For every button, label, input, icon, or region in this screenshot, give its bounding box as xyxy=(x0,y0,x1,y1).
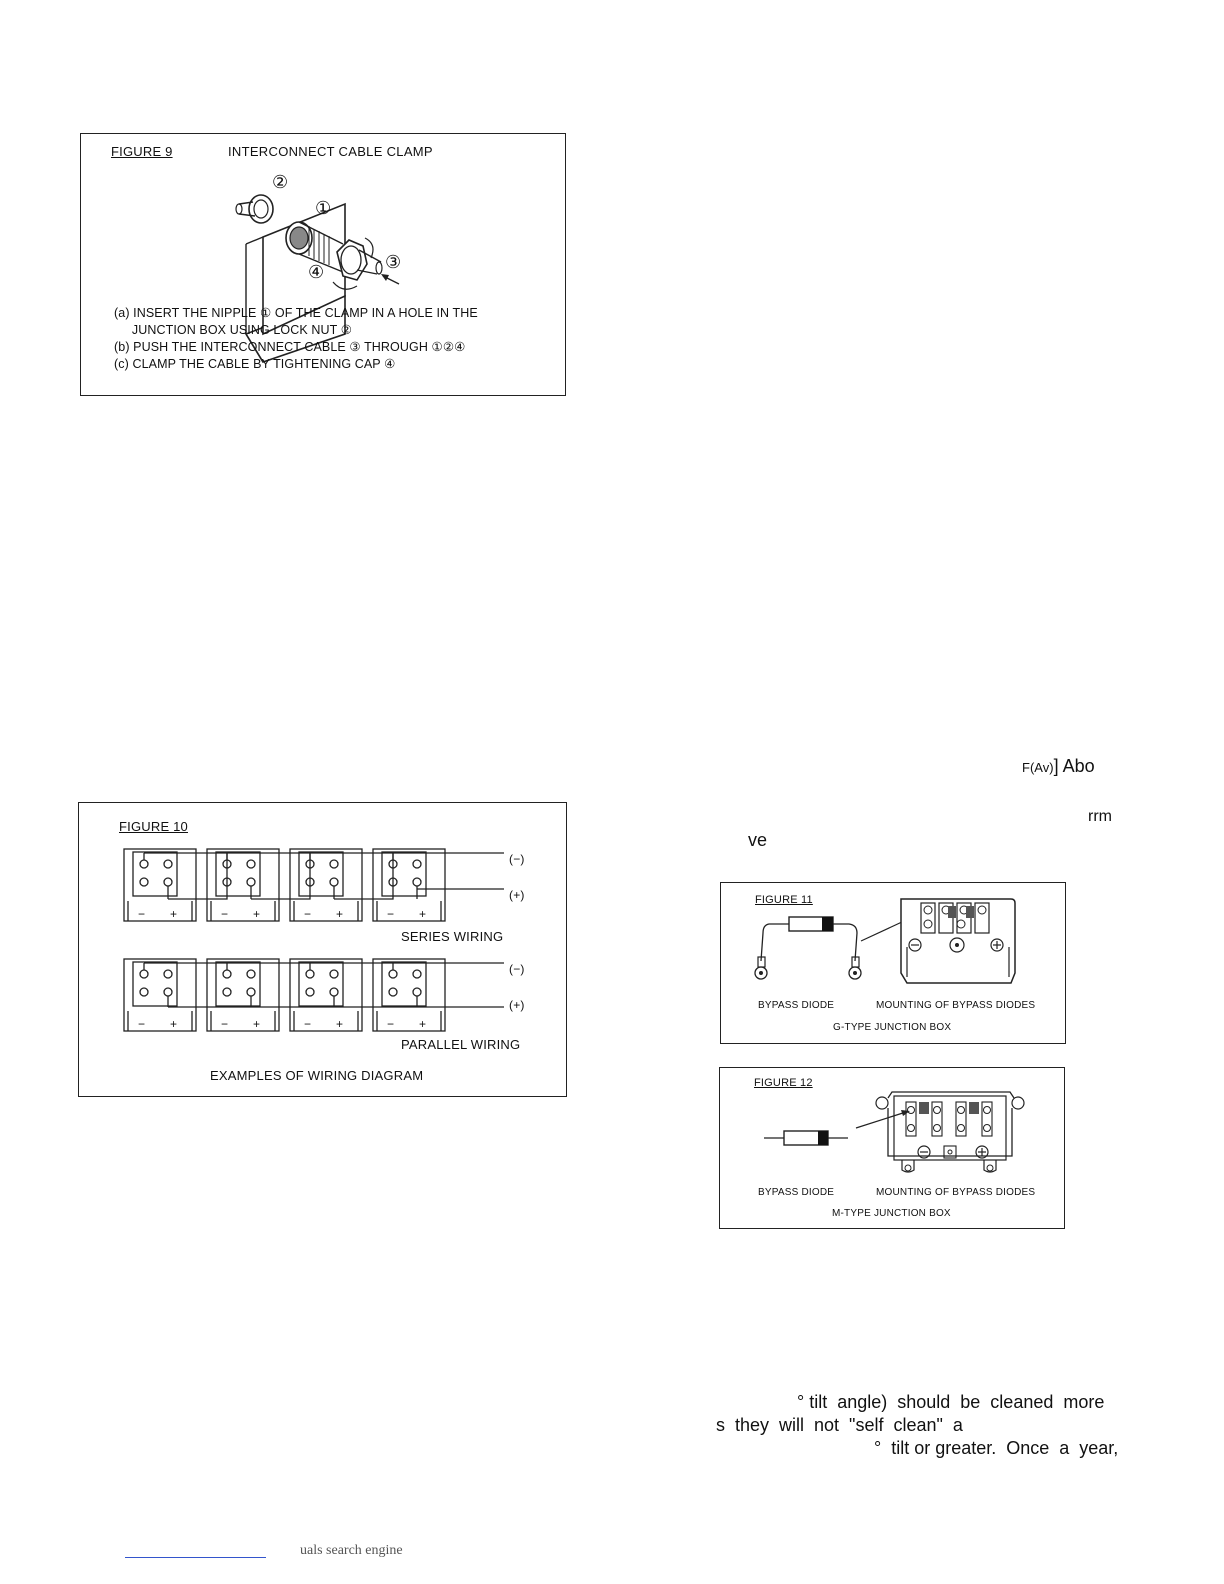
figure-12-mounting-caption: MOUNTING OF BYPASS DIODES xyxy=(876,1187,1036,1198)
fragment-f-av-rest: ] Abo xyxy=(1053,756,1095,776)
parallel-terminal-hole xyxy=(413,988,421,996)
callout-4: ④ xyxy=(308,262,325,282)
figure-12-diode-caption: BYPASS DIODE xyxy=(758,1187,835,1198)
fragment-rrm: rrm xyxy=(1088,808,1112,825)
parallel-terminal-hole xyxy=(247,988,255,996)
series-terminal-hole xyxy=(164,878,172,886)
parallel-neg-terminal: (−) xyxy=(509,962,525,976)
series-plus-sign: + xyxy=(253,907,261,921)
parallel-terminal-hole xyxy=(330,988,338,996)
series-module-box xyxy=(216,852,260,896)
fragment-f-av xyxy=(1012,735,1095,777)
parallel-terminal-hole xyxy=(306,970,314,978)
parallel-minus-sign: − xyxy=(304,1017,312,1031)
parallel-terminal-hole xyxy=(140,988,148,996)
series-wiring-label: SERIES WIRING xyxy=(401,929,504,944)
fragment-f-av-small: F(Av) xyxy=(1022,760,1054,775)
series-minus-sign: − xyxy=(304,907,312,921)
parallel-terminal-hole xyxy=(140,970,148,978)
series-module-box xyxy=(133,852,177,896)
callout-1: ① xyxy=(315,198,332,218)
parallel-module-box xyxy=(133,962,177,1006)
parallel-module-box xyxy=(382,962,426,1006)
series-plus-sign: + xyxy=(170,907,178,921)
instruction-a2: JUNCTION BOX USING LOCK NUT ② xyxy=(114,323,353,337)
parallel-pos-terminal: (+) xyxy=(509,998,525,1012)
body-line-3: ° tilt or greater. Once a year, xyxy=(874,1438,1119,1458)
parallel-module-box xyxy=(299,962,343,1006)
parallel-terminal-hole xyxy=(330,970,338,978)
wiring-diagram xyxy=(79,803,568,1098)
figure-11-diode-caption: BYPASS DIODE xyxy=(758,1000,835,1011)
m-type-diagram xyxy=(720,1068,1066,1230)
figure-9 xyxy=(80,133,566,396)
parallel-module xyxy=(207,959,279,1031)
series-minus-sign: − xyxy=(221,907,229,921)
figure-11 xyxy=(720,882,1066,1044)
parallel-terminal-hole xyxy=(223,970,231,978)
parallel-terminal-hole xyxy=(306,988,314,996)
instruction-a1: (a) INSERT THE NIPPLE ① OF THE CLAMP IN A HOLE IN THE xyxy=(114,306,478,320)
footer-link-underline[interactable] xyxy=(125,1557,266,1558)
series-minus-sign: − xyxy=(387,907,395,921)
series-module-box xyxy=(299,852,343,896)
series-plus-sign: + xyxy=(336,907,344,921)
instruction-c: (c) CLAMP THE CABLE BY TIGHTENING CAP ④ xyxy=(114,357,396,371)
series-terminal-hole xyxy=(247,878,255,886)
series-terminal-hole xyxy=(140,878,148,886)
parallel-terminal-hole xyxy=(164,988,172,996)
figure-11-box-caption: G-TYPE JUNCTION BOX xyxy=(833,1022,952,1033)
parallel-module-box xyxy=(216,962,260,1006)
series-terminal-hole xyxy=(164,860,172,868)
parallel-plus-sign: + xyxy=(419,1017,427,1031)
figure-9-title: INTERCONNECT CABLE CLAMP xyxy=(228,144,433,159)
parallel-module xyxy=(373,959,445,1031)
parallel-terminal-hole xyxy=(223,988,231,996)
figure-11-mounting-caption: MOUNTING OF BYPASS DIODES xyxy=(876,1000,1036,1011)
series-plus-sign: + xyxy=(419,907,427,921)
figure-9-label: FIGURE 9 xyxy=(111,144,173,159)
body-line-1: ° tilt angle) should be cleaned more xyxy=(797,1392,1105,1412)
parallel-terminal-hole xyxy=(389,970,397,978)
figure-12-box-caption: M-TYPE JUNCTION BOX xyxy=(832,1208,951,1219)
figure-12-label: FIGURE 12 xyxy=(754,1077,813,1089)
parallel-terminal-hole xyxy=(389,988,397,996)
series-terminal-hole xyxy=(330,860,338,868)
parallel-plus-sign: + xyxy=(253,1017,261,1031)
fragment-ve: ve xyxy=(748,830,768,850)
figure-11-label: FIGURE 11 xyxy=(755,894,813,906)
g-type-diagram xyxy=(721,883,1067,1045)
series-module xyxy=(373,849,445,921)
parallel-terminal-hole xyxy=(247,970,255,978)
series-terminal-hole xyxy=(413,860,421,868)
callout-3: ③ xyxy=(385,252,402,272)
wiring-diagram-caption: EXAMPLES OF WIRING DIAGRAM xyxy=(210,1068,424,1083)
footer-text: uals search engine xyxy=(300,1543,403,1558)
instruction-b: (b) PUSH THE INTERCONNECT CABLE ③ THROUGH ①②④ xyxy=(114,340,466,354)
figure-12 xyxy=(719,1067,1065,1229)
series-terminal-hole xyxy=(413,878,421,886)
series-terminal-hole xyxy=(247,860,255,868)
series-terminal-hole xyxy=(140,860,148,868)
parallel-module xyxy=(290,959,362,1031)
series-pos-terminal: (+) xyxy=(509,888,525,902)
parallel-minus-sign: − xyxy=(138,1017,146,1031)
figure-10-label: FIGURE 10 xyxy=(119,819,188,834)
parallel-plus-sign: + xyxy=(170,1017,178,1031)
parallel-module xyxy=(124,959,196,1031)
series-terminal-hole xyxy=(330,878,338,886)
series-minus-sign: − xyxy=(138,907,146,921)
series-module xyxy=(290,849,362,921)
parallel-minus-sign: − xyxy=(387,1017,395,1031)
parallel-minus-sign: − xyxy=(221,1017,229,1031)
parallel-terminal-hole xyxy=(413,970,421,978)
parallel-wiring-label: PARALLEL WIRING xyxy=(401,1037,521,1052)
figure-10 xyxy=(78,802,567,1097)
parallel-terminal-hole xyxy=(164,970,172,978)
series-module xyxy=(207,849,279,921)
parallel-plus-sign: + xyxy=(336,1017,344,1031)
series-module xyxy=(124,849,196,921)
callout-2: ② xyxy=(272,172,289,192)
body-line-2: s they will not "self clean" a xyxy=(716,1415,963,1435)
series-neg-terminal: (−) xyxy=(509,852,525,866)
